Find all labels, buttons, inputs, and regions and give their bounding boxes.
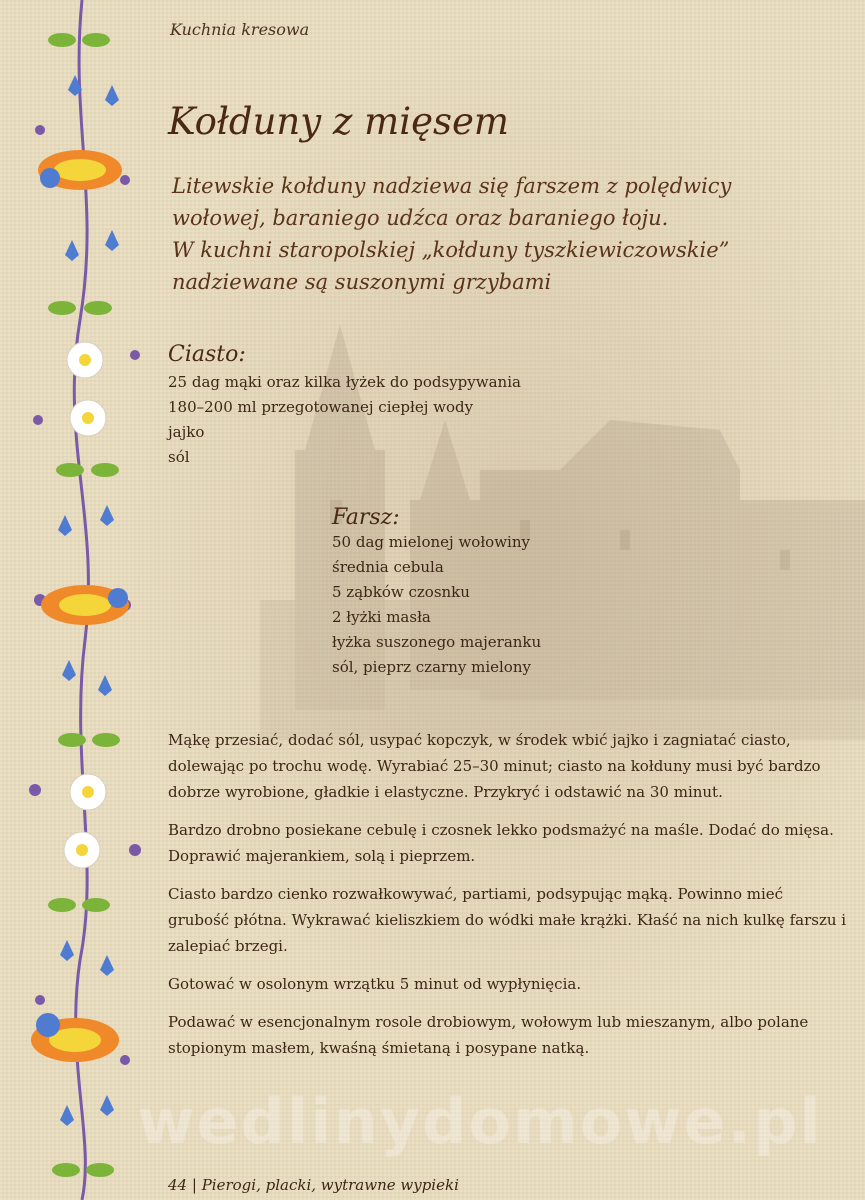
ingredient-item: 50 dag mielonej wołowiny [332, 533, 530, 551]
page-footer [168, 1176, 459, 1194]
intro-line: Litewskie kołduny nadziewa się farszem z polędwicy [172, 174, 732, 198]
ingredient-item: łyżka suszonego majeranku [332, 633, 542, 651]
instruction-paragraph: Podawać w esencjonalnym rosole drobiowym, wołowym lub mieszanym, albo polane stopionym masłem, kwaśną śmietaną i posypane natką. [168, 1013, 809, 1057]
intro-line: W kuchni staropolskiej „kołduny tyszkiewiczowskie” [172, 238, 730, 262]
instruction-paragraph: Gotować w osolonym wrzątku 5 minut od wypłynięcia. [168, 975, 582, 993]
tulip-flower-bottom [31, 1013, 119, 1062]
tulip-flower-middle [41, 585, 129, 625]
intro-line: nadziewane są suszonymi grzybami [172, 270, 552, 294]
running-header: Kuchnia kresowa [170, 20, 310, 39]
ciasto-heading: Ciasto: [168, 342, 246, 367]
chapter-title: Pierogi, placki, wytrawne wypieki [201, 1176, 459, 1194]
footer-separator: | [191, 1176, 197, 1194]
instruction-paragraph: Ciasto bardzo cienko rozwałkowywać, partiami, podsypując mąką. Powinno mieć grubość płótna. Wykrawać kieliszkiem do wódki małe krążki. Kłaść na nich kulkę farszu i zalepiać brzegi. [168, 885, 847, 955]
instruction-paragraph: Bardzo drobno posiekane cebulę i czosnek lekko podsmażyć na maśle. Dodać do mięsa. Doprawić majerankiem, solą i pieprzem. [168, 821, 834, 865]
ingredient-item: jajko [168, 423, 205, 441]
ingredient-item: 25 dag mąki oraz kilka łyżek do podsypywania [168, 373, 521, 391]
tulip-flower-top [38, 150, 122, 190]
instructions [168, 727, 848, 1073]
instruction-paragraph: Mąkę przesiać, dodać sól, usypać kopczyk, w środek wbić jajko i zagniatać ciasto, dolewając po trochu wodę. Wyrabiać 25–30 minut; ciasto na kołduny musi być bardzo dobrze wyrobione, gładkie i elastyczne. Przykryć i odstawić na 30 minut. [168, 731, 821, 801]
ingredient-item: 5 ząbków czosnku [332, 583, 470, 601]
ciasto-ingredients-list [168, 370, 521, 470]
ingredient-item: sól [168, 448, 190, 466]
watermark: wedlinydomowe.pl [137, 1085, 823, 1158]
ingredient-item: 2 łyżki masła [332, 608, 431, 626]
page-number: 44 [168, 1176, 188, 1194]
farsz-ingredients-list [332, 530, 541, 680]
recipe-title: Kołduny z mięsem [168, 100, 509, 143]
ingredient-item: 180–200 ml przegotowanej ciepłej wody [168, 398, 474, 416]
intro-line: wołowej, baraniego udźca oraz baraniego łoju. [172, 206, 669, 230]
recipe-intro [172, 170, 852, 298]
ingredient-item: średnia cebula [332, 558, 444, 576]
folk-floral-border [0, 0, 150, 1200]
farsz-heading: Farsz: [332, 505, 400, 530]
ingredient-item: sól, pieprz czarny mielony [332, 658, 531, 676]
